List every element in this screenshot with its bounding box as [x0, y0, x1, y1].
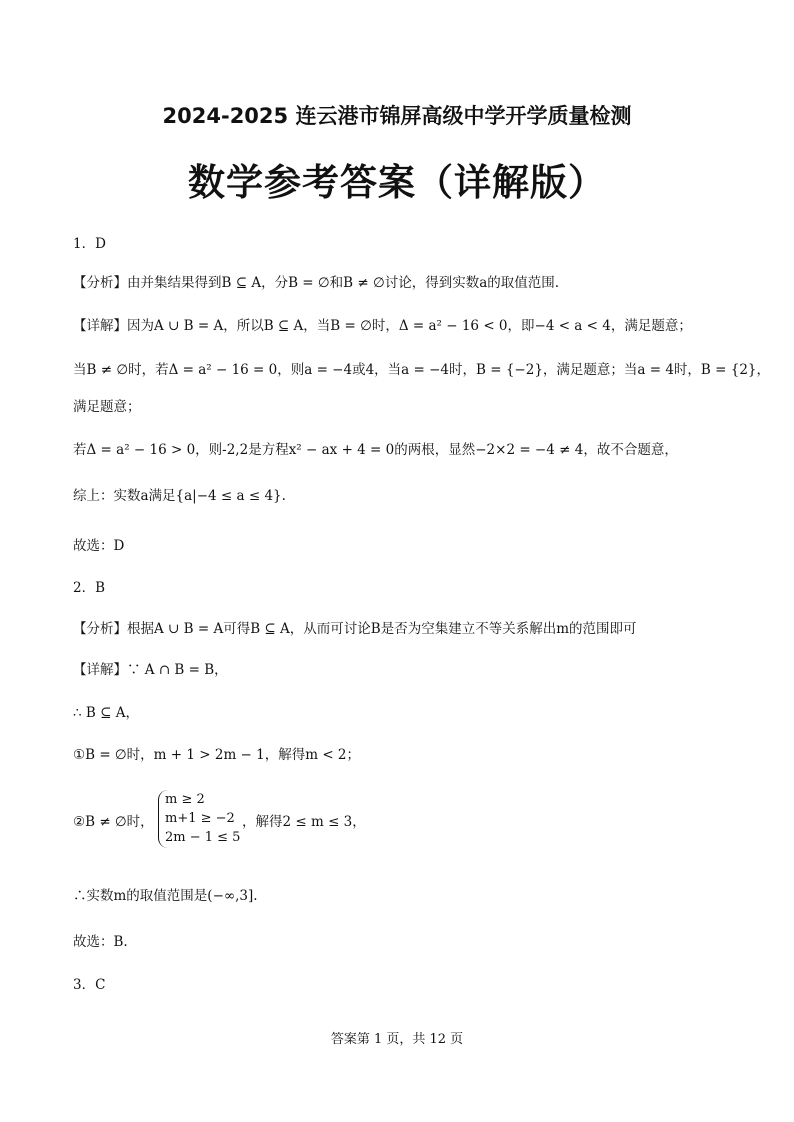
page-footer: 答案第 1 页，共 12 页: [330, 1032, 464, 1047]
document-subtitle: 数学参考答案（详解版）: [188, 161, 606, 204]
q2-analysis: 【分析】根据A ∪ B = A可得B ⊆ A，从而可讨论B是否为空集建立不等关系解出m的范围即可: [73, 621, 637, 637]
q2-choice: 故选：B.: [73, 934, 128, 950]
q2-inequality-1: m ≥ 2: [165, 792, 205, 807]
q1-detail-line4: 若Δ = a² − 16 > 0，则-2,2是方程x² − ax + 4 = 0的两根，显然−2×2 = −4 ≠ 4，故不合题意，: [73, 442, 678, 458]
q2-detail-line2: ∴ B ⊆ A，: [73, 705, 139, 721]
question-1-answer: 1．D: [73, 236, 106, 252]
q2-inequality-2: m+1 ≥ −2: [165, 811, 235, 826]
question-2-answer: 2．B: [73, 580, 106, 596]
q2-case-1: ①B = ∅时，m + 1 > 2m − 1，解得m < 2；: [73, 747, 361, 763]
q2-inequality-system: [158, 790, 239, 848]
q1-choice: 故选：D: [73, 538, 125, 554]
q2-case-2-label: ②B ≠ ∅时，: [73, 814, 154, 830]
q1-detail-line3: 满足题意；: [73, 399, 141, 415]
q2-detail-line1: 【详解】∵ A ∩ B = B，: [73, 662, 228, 678]
q2-inequality-3: 2m − 1 ≤ 5: [165, 830, 241, 845]
document-title: 2024-2025 连云港市锦屏高级中学开学质量检测: [162, 104, 632, 128]
q1-detail-line1: 【详解】因为A ∪ B = A，所以B ⊆ A，当B = ∅时，Δ = a² − 16 < 0，即−4 < a < 4，满足题意；: [73, 318, 692, 334]
q1-detail-line2: 当B ≠ ∅时，若Δ = a² − 16 = 0，则a = −4或4，当a = −4时，B = {−2}，满足题意；当a = 4时，B = {2}，: [73, 362, 771, 378]
q1-analysis: 【分析】由并集结果得到B ⊆ A，分B = ∅和B ≠ ∅讨论，得到实数a的取值范围.: [73, 275, 560, 291]
question-3-answer: 3．C: [73, 977, 106, 993]
q2-conclusion: ∴实数m的取值范围是(−∞,3].: [73, 888, 258, 904]
q1-conclusion: 综上：实数a满足{a|−4 ≤ a ≤ 4}.: [73, 488, 286, 504]
q2-case-2-result: ，解得2 ≤ m ≤ 3，: [242, 814, 366, 830]
